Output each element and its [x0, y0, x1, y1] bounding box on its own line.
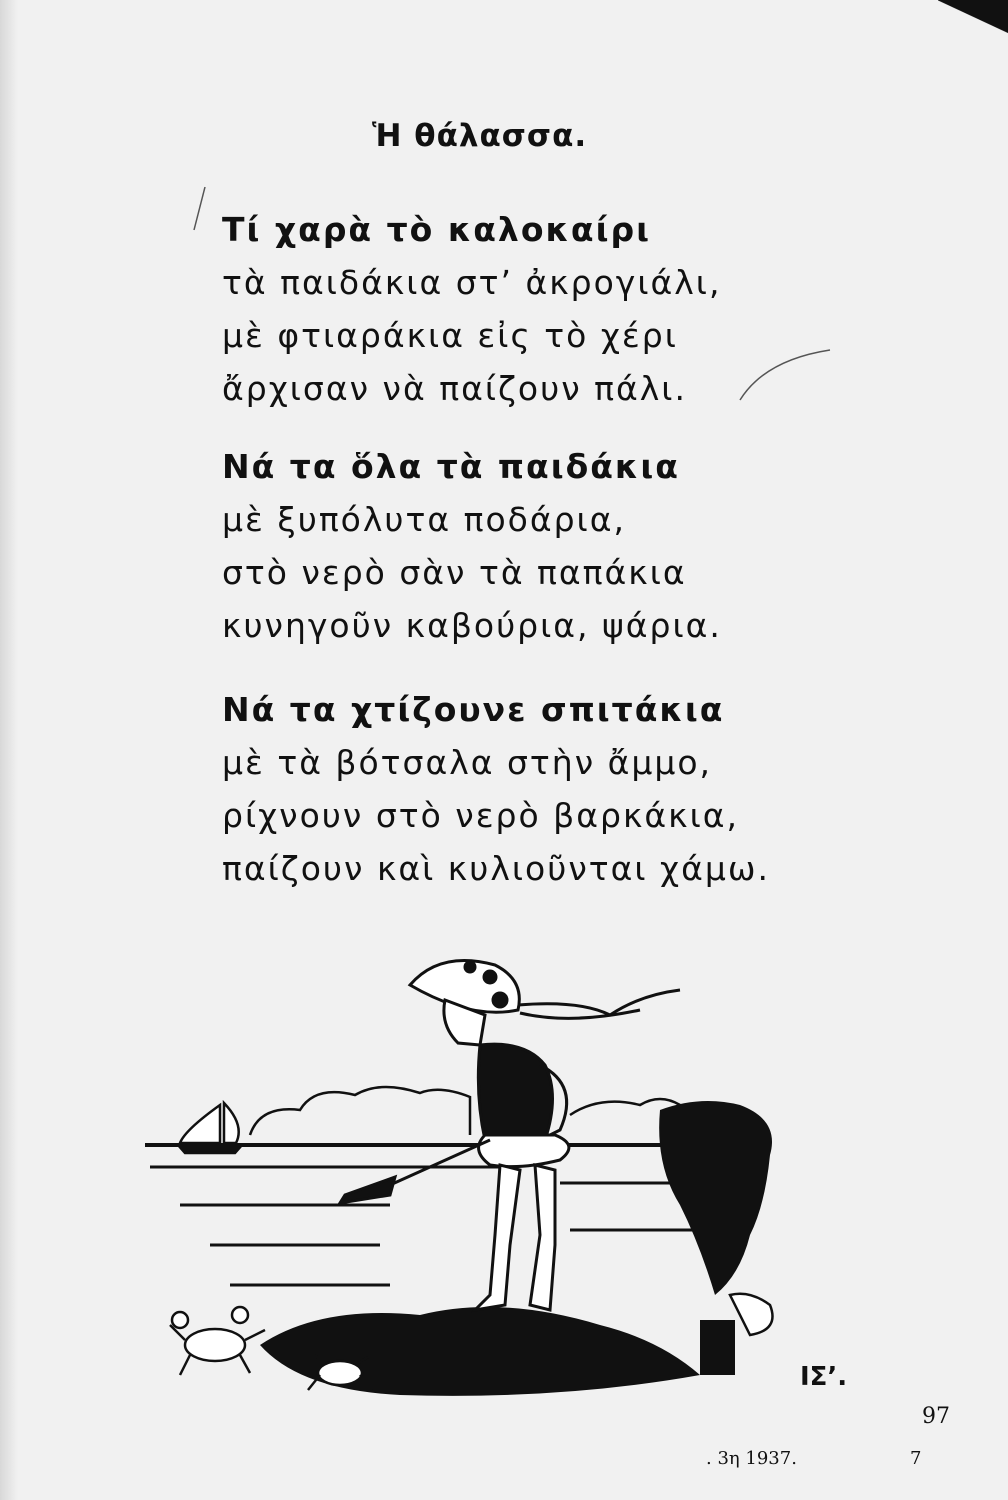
pencil-mark	[190, 185, 210, 235]
poem-line: τὰ παιδάκια στ’ ἀκρογιάλι,	[222, 263, 722, 302]
poem-line: κυνηγοῦν καβούρια, ψάρια.	[222, 606, 722, 645]
print-note: . 3η 1937.	[706, 1448, 797, 1469]
page-number: 97	[922, 1404, 950, 1429]
artist-signature: ΙΣ’.	[800, 1362, 848, 1392]
signature-number: 7	[910, 1448, 922, 1469]
stanza-3	[222, 683, 770, 895]
poem-line: παίζουν καὶ κυλιοῦνται χάμω.	[222, 849, 770, 888]
sand-pail	[700, 1320, 735, 1375]
page-corner-shadow	[938, 0, 1008, 40]
clouds	[250, 1087, 680, 1135]
poem-line: ἄρχισαν νὰ παίζουν πάλι.	[222, 369, 687, 408]
poem-line: Νά τα ὅλα τὰ παιδάκια	[222, 447, 680, 486]
poem-line: ρίχνουν στὸ νερὸ βαρκάκια,	[222, 796, 739, 835]
poem-line: μὲ ξυπόλυτα ποδάρια,	[222, 500, 626, 539]
poem-line: μὲ τὰ βότσαλα στὴν ἄμμο,	[222, 743, 713, 782]
beach-child-illustration	[140, 945, 790, 1405]
dark-rocks	[659, 1101, 772, 1295]
poem-line: μὲ φτιαράκια εἰς τὸ χέρι	[222, 316, 678, 355]
water-lines	[150, 1167, 700, 1285]
stanza-2	[222, 440, 722, 652]
poem-line: Τί χαρὰ τὸ καλοκαίρι	[222, 210, 651, 249]
poem-line: στὸ νερὸ σὰν τὰ παπάκια	[222, 553, 687, 592]
child-figure	[410, 961, 680, 1311]
page-edge-shadow	[0, 0, 18, 1500]
stanza-1	[222, 203, 721, 415]
poem-line: Νά τα χτίζουνε σπιτάκια	[222, 690, 725, 729]
poem-title: Ἡ θάλασσα.	[372, 118, 588, 154]
crab	[170, 1307, 265, 1375]
spade	[340, 1140, 490, 1203]
pencil-mark	[735, 345, 835, 405]
